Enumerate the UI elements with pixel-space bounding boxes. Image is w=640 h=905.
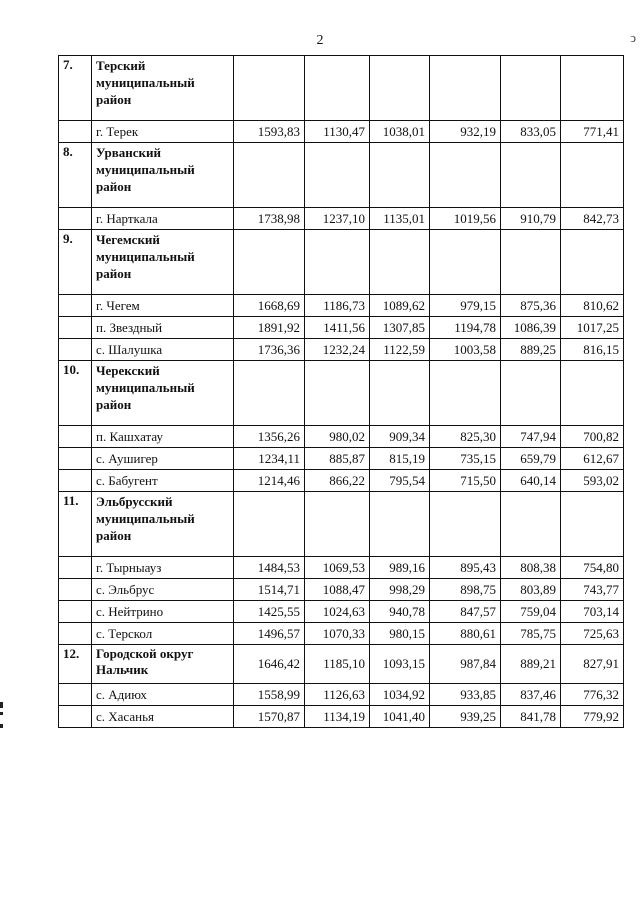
value-cell: 1093,15 — [370, 645, 430, 684]
value-cell — [561, 492, 624, 557]
value-cell: 875,36 — [501, 295, 561, 317]
value-cell: 1041,40 — [370, 706, 430, 728]
value-cell: 1232,24 — [305, 339, 370, 361]
value-cell: 932,19 — [430, 121, 501, 143]
value-cell: 1307,85 — [370, 317, 430, 339]
row-number — [59, 623, 92, 645]
value-cell: 816,15 — [561, 339, 624, 361]
value-cell: 889,25 — [501, 339, 561, 361]
value-cell: 703,14 — [561, 601, 624, 623]
value-cell: 1069,53 — [305, 557, 370, 579]
value-cell: 795,54 — [370, 470, 430, 492]
value-cell: 898,75 — [430, 579, 501, 601]
table-row — [59, 339, 624, 361]
value-cell: 827,91 — [561, 645, 624, 684]
district-row — [59, 361, 624, 426]
row-number: 11. — [59, 492, 92, 557]
district-name: Терский муниципальный район — [92, 56, 234, 121]
value-cell: 1126,63 — [305, 684, 370, 706]
value-cell: 940,78 — [370, 601, 430, 623]
value-cell: 1484,53 — [234, 557, 305, 579]
value-cell: 659,79 — [501, 448, 561, 470]
value-cell — [430, 361, 501, 426]
value-cell: 1070,33 — [305, 623, 370, 645]
row-number — [59, 208, 92, 230]
row-number — [59, 426, 92, 448]
value-cell: 1194,78 — [430, 317, 501, 339]
value-cell — [501, 361, 561, 426]
value-cell: 980,02 — [305, 426, 370, 448]
locality-name: с. Эльбрус — [92, 579, 234, 601]
value-cell: 841,78 — [501, 706, 561, 728]
value-cell: 1019,56 — [430, 208, 501, 230]
row-number — [59, 579, 92, 601]
value-cell — [430, 56, 501, 121]
value-cell: 776,32 — [561, 684, 624, 706]
page-number: 2 — [316, 33, 324, 48]
locality-name: с. Шалушка — [92, 339, 234, 361]
value-cell: 779,92 — [561, 706, 624, 728]
value-cell — [561, 361, 624, 426]
row-number — [59, 684, 92, 706]
value-cell: 1646,42 — [234, 645, 305, 684]
value-cell — [561, 56, 624, 121]
locality-name: г. Чегем — [92, 295, 234, 317]
value-cell: 1122,59 — [370, 339, 430, 361]
value-cell: 803,89 — [501, 579, 561, 601]
value-cell — [305, 361, 370, 426]
row-number: 8. — [59, 143, 92, 208]
district-name: Черекский муниципальный район — [92, 361, 234, 426]
row-number — [59, 121, 92, 143]
value-cell: 889,21 — [501, 645, 561, 684]
value-cell: 1237,10 — [305, 208, 370, 230]
value-cell — [370, 56, 430, 121]
value-cell: 612,67 — [561, 448, 624, 470]
value-cell: 747,94 — [501, 426, 561, 448]
locality-name: с. Аушигер — [92, 448, 234, 470]
value-cell: 1088,47 — [305, 579, 370, 601]
locality-name: г. Тырныауз — [92, 557, 234, 579]
value-cell: 743,77 — [561, 579, 624, 601]
value-cell: 640,14 — [501, 470, 561, 492]
value-cell: 1593,83 — [234, 121, 305, 143]
locality-name: г. Терек — [92, 121, 234, 143]
value-cell: 1130,47 — [305, 121, 370, 143]
value-cell: 715,50 — [430, 470, 501, 492]
value-cell: 1214,46 — [234, 470, 305, 492]
table-row — [59, 684, 624, 706]
value-cell: 825,30 — [430, 426, 501, 448]
margin-tick — [0, 702, 3, 708]
row-number — [59, 339, 92, 361]
value-cell: 1135,01 — [370, 208, 430, 230]
locality-name: п. Кашхатау — [92, 426, 234, 448]
value-cell: 847,57 — [430, 601, 501, 623]
table-row — [59, 623, 624, 645]
row-number: 9. — [59, 230, 92, 295]
value-cell: 810,62 — [561, 295, 624, 317]
value-cell: 1038,01 — [370, 121, 430, 143]
value-cell — [370, 492, 430, 557]
locality-name: с. Адиюх — [92, 684, 234, 706]
row-number: 10. — [59, 361, 92, 426]
table-row — [59, 426, 624, 448]
locality-name: г. Нарткала — [92, 208, 234, 230]
value-cell: 1185,10 — [305, 645, 370, 684]
table-row — [59, 579, 624, 601]
value-cell: 866,22 — [305, 470, 370, 492]
table-row — [59, 295, 624, 317]
row-number — [59, 706, 92, 728]
district-row — [59, 230, 624, 295]
value-cell — [561, 230, 624, 295]
table-row — [59, 448, 624, 470]
value-cell — [234, 56, 305, 121]
locality-name: п. Звездный — [92, 317, 234, 339]
value-cell: 1668,69 — [234, 295, 305, 317]
value-cell: 910,79 — [501, 208, 561, 230]
value-cell — [234, 492, 305, 557]
value-cell: 1891,92 — [234, 317, 305, 339]
table-row — [59, 470, 624, 492]
value-cell: 1496,57 — [234, 623, 305, 645]
value-cell: 759,04 — [501, 601, 561, 623]
district-row — [59, 492, 624, 557]
row-number — [59, 295, 92, 317]
value-cell: 1514,71 — [234, 579, 305, 601]
value-cell: 785,75 — [501, 623, 561, 645]
value-cell: 979,15 — [430, 295, 501, 317]
value-cell: 837,46 — [501, 684, 561, 706]
value-cell: 895,43 — [430, 557, 501, 579]
margin-tick — [0, 712, 3, 715]
row-number: 7. — [59, 56, 92, 121]
value-cell: 1024,63 — [305, 601, 370, 623]
value-cell: 754,80 — [561, 557, 624, 579]
district-row — [59, 56, 624, 121]
value-cell — [501, 230, 561, 295]
value-cell: 725,63 — [561, 623, 624, 645]
value-cell: 1738,98 — [234, 208, 305, 230]
value-cell — [305, 492, 370, 557]
value-cell: 808,38 — [501, 557, 561, 579]
value-cell — [305, 143, 370, 208]
value-cell — [430, 230, 501, 295]
value-cell: 998,29 — [370, 579, 430, 601]
value-cell: 1003,58 — [430, 339, 501, 361]
value-cell: 880,61 — [430, 623, 501, 645]
value-cell: 1425,55 — [234, 601, 305, 623]
value-cell: 1089,62 — [370, 295, 430, 317]
value-cell — [561, 143, 624, 208]
value-cell: 933,85 — [430, 684, 501, 706]
value-cell: 1017,25 — [561, 317, 624, 339]
table-row — [59, 601, 624, 623]
table-body — [59, 56, 624, 728]
value-cell — [305, 230, 370, 295]
table-row — [59, 317, 624, 339]
value-cell: 1086,39 — [501, 317, 561, 339]
value-cell: 1558,99 — [234, 684, 305, 706]
table-row — [59, 208, 624, 230]
value-cell — [430, 492, 501, 557]
locality-name: с. Хасанья — [92, 706, 234, 728]
value-cell: 1134,19 — [305, 706, 370, 728]
value-cell: 700,82 — [561, 426, 624, 448]
value-cell: 909,34 — [370, 426, 430, 448]
value-cell: 939,25 — [430, 706, 501, 728]
value-cell: 593,02 — [561, 470, 624, 492]
value-cell — [370, 143, 430, 208]
row-number: 12. — [59, 645, 92, 684]
value-cell — [430, 143, 501, 208]
value-cell — [501, 143, 561, 208]
value-cell — [370, 361, 430, 426]
edge-mark: ↄ — [630, 30, 636, 45]
table-row — [59, 557, 624, 579]
value-cell: 833,05 — [501, 121, 561, 143]
value-cell — [305, 56, 370, 121]
value-cell: 1234,11 — [234, 448, 305, 470]
value-cell: 1034,92 — [370, 684, 430, 706]
value-cell: 815,19 — [370, 448, 430, 470]
locality-name: с. Терскол — [92, 623, 234, 645]
value-cell — [234, 361, 305, 426]
value-cell: 735,15 — [430, 448, 501, 470]
district-name: Чегемский муниципальный район — [92, 230, 234, 295]
value-cell: 1356,26 — [234, 426, 305, 448]
row-number — [59, 601, 92, 623]
value-cell — [234, 230, 305, 295]
table-row — [59, 121, 624, 143]
value-cell: 885,87 — [305, 448, 370, 470]
district-row — [59, 645, 624, 684]
value-cell: 989,16 — [370, 557, 430, 579]
value-cell — [234, 143, 305, 208]
value-cell: 1186,73 — [305, 295, 370, 317]
district-name: Городской округ Нальчик — [92, 645, 234, 684]
row-number — [59, 448, 92, 470]
value-cell — [370, 230, 430, 295]
district-row — [59, 143, 624, 208]
value-cell — [501, 492, 561, 557]
row-number — [59, 470, 92, 492]
value-cell: 1411,56 — [305, 317, 370, 339]
value-cell: 771,41 — [561, 121, 624, 143]
value-cell: 987,84 — [430, 645, 501, 684]
value-cell: 1570,87 — [234, 706, 305, 728]
value-cell: 842,73 — [561, 208, 624, 230]
district-name: Урванский муниципальный район — [92, 143, 234, 208]
locality-name: с. Бабугент — [92, 470, 234, 492]
tariff-table — [58, 55, 624, 728]
value-cell — [501, 56, 561, 121]
row-number — [59, 557, 92, 579]
district-name: Эльбрусский муниципальный район — [92, 492, 234, 557]
value-cell: 980,15 — [370, 623, 430, 645]
margin-tick — [0, 724, 3, 728]
table-row — [59, 706, 624, 728]
row-number — [59, 317, 92, 339]
value-cell: 1736,36 — [234, 339, 305, 361]
locality-name: с. Нейтрино — [92, 601, 234, 623]
